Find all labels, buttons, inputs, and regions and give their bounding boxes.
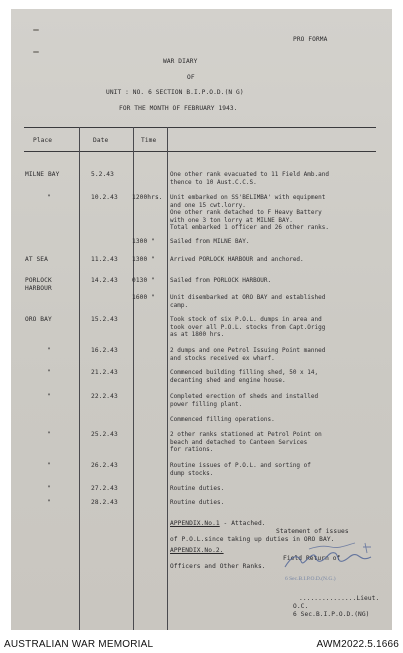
binding-hole-mark <box>33 29 39 31</box>
lieut-line: ...............Lieut. <box>299 595 380 602</box>
entry-date: 15.2.43 <box>91 316 118 323</box>
entry-date: 26.2.43 <box>91 462 118 469</box>
column-header-date: Date <box>93 137 109 144</box>
entry-place: " <box>47 499 51 506</box>
entry-time: 0130 " <box>132 277 155 284</box>
entry-time: 1300 " <box>132 238 155 245</box>
diary-title: WAR DIARY <box>163 58 198 65</box>
footer-institution: AUSTRALIAN WAR MEMORIAL <box>4 639 154 650</box>
entry-place: AT SEA <box>25 256 48 263</box>
entry-text: Completed erection of sheds and installed power filling plant. <box>170 393 319 408</box>
month-line: FOR THE MONTH OF FEBRUARY 1943. <box>119 105 238 112</box>
entry-date: 10.2.43 <box>91 194 118 201</box>
entry-text: Sailed from PORLOCK HARBOUR. <box>170 277 272 284</box>
of-label: OF <box>187 74 195 81</box>
table-top-rule <box>24 127 376 128</box>
entry-text: One other rank evacuated to 11 Field Amb.and thence to 10 Aust.C.C.S. <box>170 171 329 186</box>
entry-text: 2 dumps and one Petrol Issuing Point manned and stocks received ex wharf. <box>170 347 326 362</box>
appendix-1-label: APPENDIX.No.1 <box>170 520 220 527</box>
appendix-1 <box>170 520 266 528</box>
entry-time: 1200hrs. <box>132 194 163 201</box>
column-divider-place <box>79 127 80 630</box>
entry-text: Routine issues of P.O.L. and sorting of dump stocks. <box>170 462 311 477</box>
diary-page <box>11 9 392 630</box>
entry-text: Sailed from MILNE BAY. <box>170 238 250 245</box>
appendix-2 <box>170 547 224 555</box>
oc-label: O.C. <box>293 603 309 610</box>
entry-place: " <box>47 369 51 376</box>
appendix-1-line2: Statement of issues <box>276 528 349 535</box>
table-header-rule <box>24 151 376 152</box>
entry-date: 14.2.43 <box>91 277 118 284</box>
column-divider-time <box>167 127 168 630</box>
pro-forma-label: PRO FORMA <box>293 36 328 43</box>
appendix-2-label: APPENDIX.No.2. <box>170 547 224 554</box>
entry-date: 5.2.43 <box>91 171 114 178</box>
entry-text: Arrived PORLOCK HARBOUR and anchored. <box>170 256 304 263</box>
column-divider-date <box>133 127 134 630</box>
entry-text: Took stock of six P.O.L. dumps in area and took over all P.O.L. stocks from Capt.Origg as at 1800 hrs. <box>170 316 326 339</box>
entry-text: Commenced building filling shed, 50 x 14, decanting shed and engine house. <box>170 369 319 384</box>
entry-date: 27.2.43 <box>91 485 118 492</box>
entry-place: MILNE BAY <box>25 171 60 178</box>
entry-place: " <box>47 431 51 438</box>
entry-place: " <box>47 347 51 354</box>
entry-text: Routine duties. <box>170 485 225 492</box>
entry-place: " <box>47 393 51 400</box>
entry-date: 22.2.43 <box>91 393 118 400</box>
entry-date: 21.2.43 <box>91 369 118 376</box>
entry-place: " <box>47 485 51 492</box>
appendix-1-line3: of P.O.L.since taking up duties in ORO BAY. <box>170 536 335 543</box>
entry-place: " <box>47 194 51 201</box>
appendix-2-line3: Officers and Other Ranks. <box>170 563 266 570</box>
entry-date: 25.2.43 <box>91 431 118 438</box>
column-header-place: Place <box>33 137 53 144</box>
unit-line: UNIT : NO. 6 SECTION B.I.P.O.D.(N G) <box>106 89 244 96</box>
entry-text: Commenced filling operations. <box>170 416 275 423</box>
appendix-2-line2: Field Return of <box>283 555 341 562</box>
entry-time: 1300 " <box>132 256 155 263</box>
entry-text: 2 other ranks stationed at Petrol Point on beach and detached to Canteen Services for rations. <box>170 431 322 454</box>
signature-unit: 6 Sec.B.I.P.O.D.(NG) <box>293 611 370 618</box>
entry-date: 11.2.43 <box>91 256 118 263</box>
entry-time: 1600 " <box>132 294 155 301</box>
entry-date: 16.2.43 <box>91 347 118 354</box>
entry-text: Unit embarked on SS'BELIMBA' with equipment and one 15 cwt.lorry. One other rank detached to F Heavy Battery with one 3 ton lorry at MILNE BAY. Total embarked 1 officer and 26 other ranks. <box>170 194 329 232</box>
entry-place: ORO BAY <box>25 316 52 323</box>
handwritten-signature <box>279 539 379 575</box>
footer-accession-number: AWM2022.5.1666 <box>316 639 399 650</box>
entry-place: " <box>47 462 51 469</box>
unit-stamp: 6 Sec.B.I.P.O.D.(N.G.) <box>285 576 336 582</box>
column-header-time: Time <box>141 137 157 144</box>
entry-place: PORLOCK HARBOUR <box>25 277 52 292</box>
entry-text: Routine duties. <box>170 499 225 506</box>
entry-date: 28.2.43 <box>91 499 118 506</box>
appendix-1-desc: - Attached. <box>219 520 266 527</box>
entry-text: Unit disembarked at ORO BAY and established camp. <box>170 294 326 309</box>
binding-hole-mark <box>33 51 39 53</box>
